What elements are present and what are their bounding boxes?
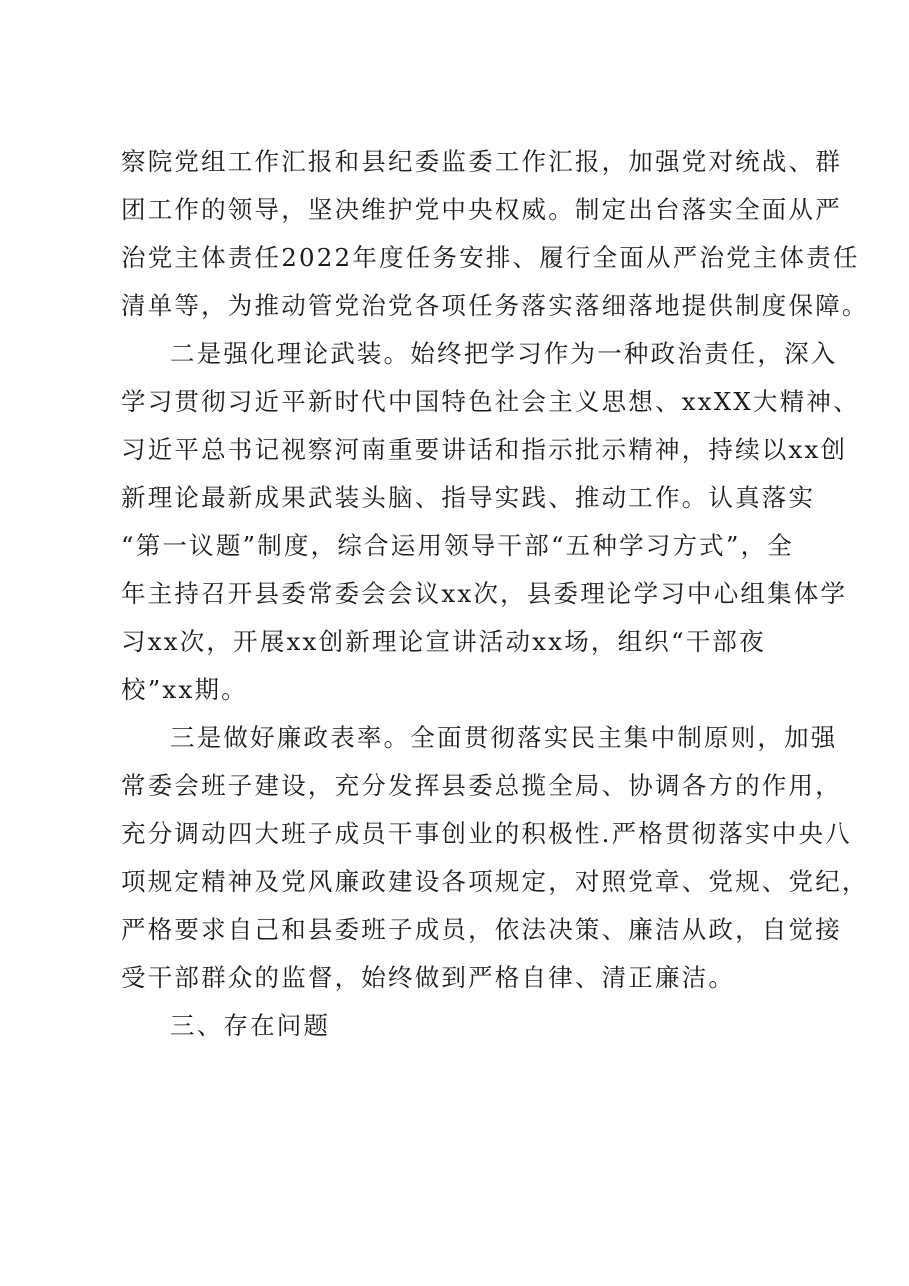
paragraph-2-line-7: 习xx次，开展xx创新理论宣讲活动xx场，组织“干部夜 [121, 627, 766, 656]
paragraph-1-line-2: 团工作的领导，坚决维护党中央权威。制定出台落实全面从严 [121, 195, 842, 224]
paragraph-2-line-8: 校”xx期。 [121, 675, 248, 704]
paragraph-2-line-1: 二是强化理论武装。始终把学习作为一种政治责任，深入 [170, 339, 838, 368]
paragraph-1-line-4: 清单等，为推动管党治党各项任务落实落细落地提供制度保障。 [121, 291, 869, 320]
paragraph-1-line-1: 察院党组工作汇报和县纪委监委工作汇报，加强党对统战、群 [121, 147, 842, 176]
paragraph-1-line-3: 治党主体责任2022年度任务安排、履行全面从严治党主体责任 [121, 243, 860, 272]
paragraph-3-line-4: 项规定精神及党风廉政建设各项规定，对照党章、党规、党纪， [121, 867, 869, 896]
paragraph-3-line-2: 常委会班子建设，充分发挥县委总揽全局、协调各方的作用， [121, 771, 842, 800]
paragraph-2-line-2: 学习贯彻习近平新时代中国特色社会主义思想、xxXX大精神、 [121, 387, 860, 416]
paragraph-3-line-3: 充分调动四大班子成员干事创业的积极性.严格贯彻落实中央八 [121, 819, 852, 848]
paragraph-3-line-6: 受干部群众的监督，始终做到严格自律、清正廉洁。 [121, 963, 736, 992]
paragraph-2-line-4: 新理论最新成果武装头脑、指导实践、推动工作。认真落实 [121, 483, 816, 512]
section-heading: 三、存在问题 [170, 1011, 331, 1040]
paragraph-3-line-1: 三是做好廉政表率。全面贯彻落实民主集中制原则，加强 [170, 723, 838, 752]
paragraph-2-line-5: “第一议题”制度，综合运用领导干部“五种学习方式”，全 [121, 531, 794, 560]
paragraph-2-line-6: 年主持召开县委常委会会议xx次，县委理论学习中心组集体学 [121, 579, 848, 608]
paragraph-2-line-3: 习近平总书记视察河南重要讲话和指示批示精神，持续以xx创 [121, 435, 848, 464]
paragraph-3-line-5: 严格要求自己和县委班子成员，依法决策、廉洁从政，自觉接 [121, 915, 842, 944]
